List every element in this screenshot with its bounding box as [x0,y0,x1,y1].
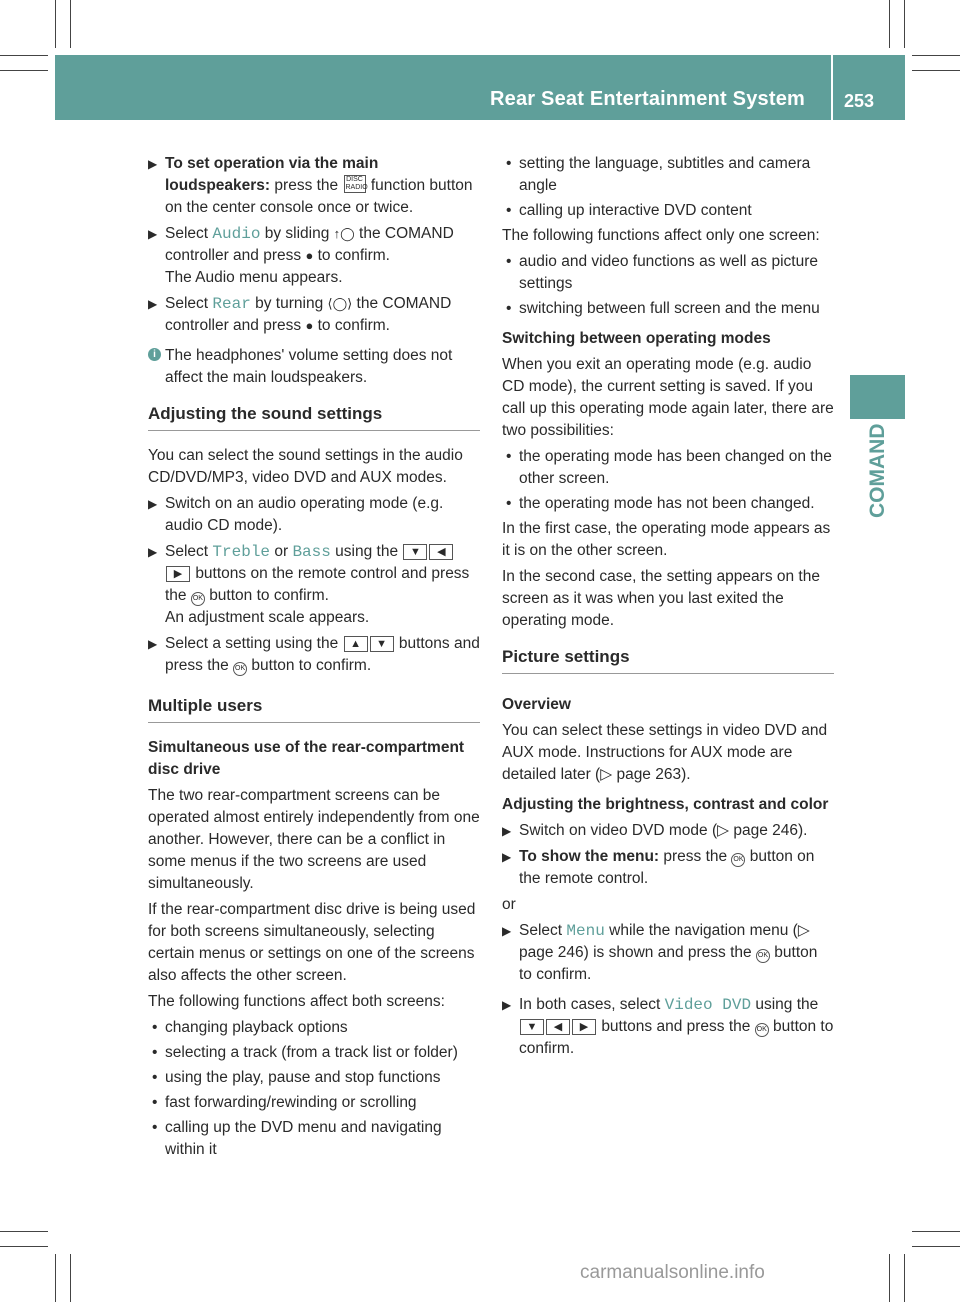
step-arrow-icon: ▶ [502,998,512,1012]
menu-item-label: Menu [566,922,605,940]
instruction-step [148,293,480,337]
step-text: using the [755,996,819,1013]
down-arrow-key-icon: ▼ [370,636,394,652]
step-text: the [376,543,399,560]
section-tab [850,375,905,419]
step-text: while the navigation menu (▷ page 246) is shown and press the [519,922,810,961]
step-arrow-icon: ▶ [502,850,512,864]
press-controller-icon: ● [305,248,314,263]
page-title: Rear Seat Entertainment System [490,88,806,110]
info-note [148,345,480,389]
menu-item-label: Treble [212,543,271,561]
instruction-step [148,223,480,289]
paragraph: or [502,896,516,913]
step-text: Select [519,922,563,939]
header-divider [831,55,833,120]
step-result: An adjustment scale appears. [165,609,370,626]
ok-button-icon: OK [755,1023,769,1037]
crop-mark [0,55,48,56]
crop-mark [904,1254,905,1302]
crop-mark [889,0,890,48]
ok-button-icon: OK [191,592,205,606]
step-text: Select [165,295,209,312]
step-arrow-icon: ▶ [502,824,512,838]
right-arrow-key-icon: ▶ [572,1019,596,1035]
right-arrow-key-icon: ▶ [166,566,190,582]
ok-button-icon: OK [233,662,247,676]
instruction-step [148,153,480,219]
instruction-step [502,820,834,842]
left-column [148,153,480,1164]
step-text: press the [274,177,339,194]
press-controller-icon: ● [305,318,314,333]
step-text: using [335,543,373,560]
step-text: by turning [255,295,324,312]
subsection-heading: Switching between operating modes [502,330,771,347]
step-text: buttons and press the [601,1018,751,1035]
step-text: button to confirm. [209,587,329,604]
paragraph: The two rear-compartment screens can be operated almost entirely independently from one another. However, there can be a conflict in some menus if the two screens are used simultaneously. [148,787,480,892]
subsection-heading: Overview [502,696,571,713]
info-icon: i [148,348,161,361]
section-heading: Multiple users [148,695,480,723]
ok-button-icon: OK [756,949,770,963]
down-arrow-key-icon: ▼ [520,1019,544,1035]
instruction-step [502,994,834,1060]
down-arrow-key-icon: ▼ [403,544,427,560]
watermark: carmanualsonline.info [580,1262,765,1283]
crop-mark [0,70,48,71]
crop-mark [912,1246,960,1247]
paragraph: The following functions affect both screens: [148,993,445,1010]
step-text: or [274,543,289,560]
turn-controller-icon: ⟨◯⟩ [327,296,353,311]
instruction-step [148,541,480,629]
step-bold: To show the menu: [519,848,660,865]
up-arrow-key-icon: ▲ [344,636,368,652]
list-item: • calling up the DVD menu and navigating within it [152,1119,442,1158]
left-arrow-key-icon: ◀ [429,544,453,560]
crop-mark [70,1254,71,1302]
crop-mark [912,55,960,56]
step-arrow-icon: ▶ [148,157,158,171]
step-text: Select [165,225,209,242]
step-arrow-icon: ▶ [502,924,512,938]
paragraph: In the first case, the operating mode appears as it is on the other screen. [502,520,831,559]
list-item: • setting the language, subtitles and camera angle [506,155,811,194]
crop-mark [70,0,71,48]
instruction-step [502,846,834,890]
instruction-step [148,633,480,677]
slide-controller-icon: ↑◯ [333,226,355,241]
paragraph: If the rear-compartment disc drive is being used for both screens simultaneously, selecting certain menus or settings on one of the screens also affects the other screen. [148,901,476,984]
crop-mark [904,0,905,48]
step-text: In both cases, select [519,996,661,1013]
crop-mark [912,70,960,71]
step-arrow-icon: ▶ [148,297,158,311]
list-item: • switching between full screen and the menu [506,300,820,317]
step-arrow-icon: ▶ [148,497,158,511]
crop-mark [55,0,56,48]
step-text: button on the remote control. [519,848,815,887]
paragraph: You can select the sound settings in the audio CD/DVD/MP3, video DVD and AUX modes. [148,447,463,486]
paragraph: You can select these settings in video DVD and AUX mode. Instructions for AUX mode are detailed later (▷ page 263). [502,722,828,783]
subsection-heading: Adjusting the brightness, contrast and color [502,796,829,813]
step-text: press the [663,848,728,865]
menu-item-label: Bass [292,543,331,561]
disc-radio-key-icon: DISC RADIO [345,176,368,191]
paragraph: In the second case, the setting appears on the screen as it was when you last exited the operating mode. [502,568,820,629]
menu-item-label: Audio [212,225,261,243]
step-arrow-icon: ▶ [148,545,158,559]
step-text: button to confirm. [519,1018,834,1057]
crop-mark [889,1254,890,1302]
instruction-step [502,920,834,986]
left-arrow-key-icon: ◀ [546,1019,570,1035]
section-heading: Picture settings [502,646,834,674]
step-result: The Audio menu appears. [165,269,343,286]
step-arrow-icon: ▶ [148,227,158,241]
section-label: COMAND [866,424,889,519]
step-text: buttons and press the [165,635,480,674]
crop-mark [912,1231,960,1232]
subsection-heading: Simultaneous use of the rear-compartment disc drive [148,739,465,778]
section-heading: Adjusting the sound settings [148,403,480,431]
step-text: Select a setting using the [165,635,339,652]
ok-button-icon: OK [731,853,745,867]
list-item: • fast forwarding/rewinding or scrolling [152,1094,417,1111]
step-text: button to confirm. [251,657,372,674]
note-text: The headphones' volume setting does not affect the main loudspeakers. [165,347,453,386]
step-text: to confirm. [317,317,390,334]
crop-mark [55,1254,56,1302]
step-text: Switch on an audio operating mode (e.g. audio CD mode). [165,495,444,534]
instruction-step [148,493,480,537]
menu-item-label: Rear [212,295,251,313]
right-column [502,153,834,1064]
step-arrow-icon: ▶ [148,637,158,651]
step-text: function button on the center console once or twice. [165,177,473,216]
list-item: • changing playback options [152,1019,348,1036]
list-item: • calling up interactive DVD content [506,202,752,219]
list-item: • selecting a track (from a track list or folder) [152,1044,458,1061]
step-text: Select [165,543,209,560]
page-number: 253 [844,91,875,111]
paragraph: The following functions affect only one screen: [502,227,820,244]
menu-item-label: Video DVD [664,996,752,1014]
step-bold: To set operation via the main loudspeakers: [165,155,379,194]
step-text: buttons on the remote control and press the [165,565,470,604]
step-text: button to confirm. [519,944,818,983]
step-text: Switch on video DVD mode (▷ page 246). [519,822,808,839]
list-item: • the operating mode has been changed on the other screen. [506,448,832,487]
list-item: • using the play, pause and stop functions [152,1069,441,1086]
step-text: by sliding [264,225,330,242]
list-item: • audio and video functions as well as picture settings [506,253,818,292]
step-text: the COMAND controller and press [165,225,454,264]
step-text: the COMAND controller and press [165,295,452,334]
paragraph: When you exit an operating mode (e.g. audio CD mode), the current setting is saved. If you call up this operating mode again later, there are two possibilities: [502,356,834,439]
step-text: to confirm. [317,247,390,264]
crop-mark [0,1231,48,1232]
list-item: • the operating mode has not been changed. [506,495,815,512]
crop-mark [0,1246,48,1247]
